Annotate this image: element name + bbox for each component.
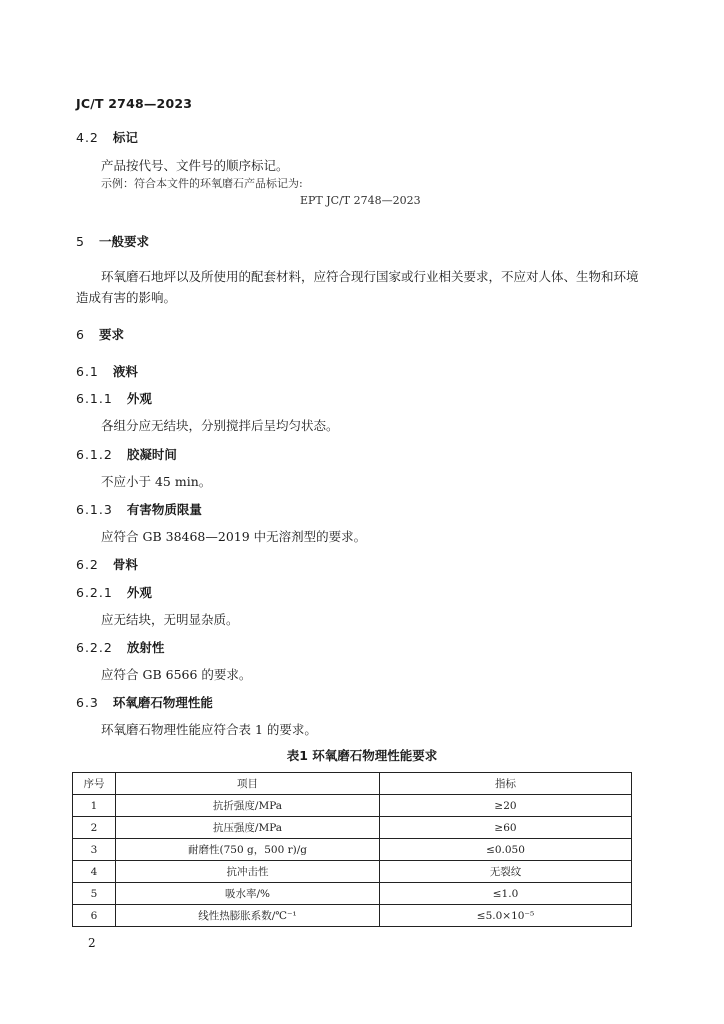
table-row xyxy=(73,795,632,817)
cell-item: 线性热膨胀系数/℃⁻¹ xyxy=(116,905,380,927)
cell-index: 6 xyxy=(73,905,116,927)
section-6-heading xyxy=(76,325,124,343)
section-6-1-2-heading xyxy=(76,445,177,463)
section-number: 6.2 xyxy=(76,557,99,572)
section-6-2-2-heading xyxy=(76,638,164,656)
section-6-1-1-heading xyxy=(76,389,152,407)
cell-requirement: ≥20 xyxy=(380,795,632,817)
section-6-2-1-heading xyxy=(76,583,152,601)
table-row xyxy=(73,905,632,927)
section-6-2-heading xyxy=(76,555,138,573)
cell-index: 5 xyxy=(73,883,116,905)
section-number: 6.1.3 xyxy=(76,502,113,517)
cell-requirement: 无裂纹 xyxy=(380,861,632,883)
cell-item: 抗压强度/MPa xyxy=(116,817,380,839)
section-number: 5 xyxy=(76,234,85,249)
section-title: 环氧磨石物理性能 xyxy=(112,695,213,710)
table-row xyxy=(73,883,632,905)
section-title: 胶凝时间 xyxy=(126,447,177,462)
table-row xyxy=(73,839,632,861)
example-mark: EPT JC/T 2748—2023 xyxy=(300,194,421,207)
table-row xyxy=(73,861,632,883)
section-number: 6.2.1 xyxy=(76,585,113,600)
section-number: 6.2.2 xyxy=(76,640,113,655)
section-title: 骨料 xyxy=(112,557,138,572)
header-cell-item: 项目 xyxy=(116,773,380,795)
cell-index: 2 xyxy=(73,817,116,839)
section-6-3-text: 环氧磨石物理性能应符合表 1 的要求。 xyxy=(101,722,317,737)
section-title: 液料 xyxy=(112,364,138,379)
section-title: 有害物质限量 xyxy=(126,502,202,517)
section-6-3-heading xyxy=(76,693,213,711)
section-title: 外观 xyxy=(126,585,152,600)
cell-item: 吸水率/% xyxy=(116,883,380,905)
table-header-row xyxy=(73,773,632,795)
header-cell-requirement: 指标 xyxy=(380,773,632,795)
section-6-1-1-text: 各组分应无结块，分别搅拌后呈均匀状态。 xyxy=(101,418,339,433)
section-4-2-heading xyxy=(76,128,138,146)
cell-item: 耐磨性(750 g，500 r)/g xyxy=(116,839,380,861)
cell-requirement: ≤1.0 xyxy=(380,883,632,905)
table-caption: 表1 环氧磨石物理性能要求 xyxy=(286,748,438,763)
example-text: 示例：符合本文件的环氧磨石产品标记为: xyxy=(101,177,303,190)
page-number: 2 xyxy=(88,936,96,950)
standard-number: JC/T 2748—2023 xyxy=(76,96,193,111)
section-6-1-3-text: 应符合 GB 38468—2019 中无溶剂型的要求。 xyxy=(101,529,367,544)
section-5-heading xyxy=(76,232,149,250)
cell-requirement: ≤5.0×10⁻⁵ xyxy=(380,905,632,927)
cell-requirement: ≤0.050 xyxy=(380,839,632,861)
section-number: 6.1.2 xyxy=(76,447,113,462)
section-title: 外观 xyxy=(126,391,152,406)
header-cell-index: 序号 xyxy=(73,773,116,795)
section-number: 6.3 xyxy=(76,695,99,710)
section-4-2-text: 产品按代号、文件号的顺序标记。 xyxy=(101,158,289,173)
section-6-2-2-text: 应符合 GB 6566 的要求。 xyxy=(101,667,252,682)
cell-item: 抗冲击性 xyxy=(116,861,380,883)
section-6-1-3-heading xyxy=(76,500,202,518)
section-6-1-heading xyxy=(76,362,138,380)
section-5-text-line2: 造成有害的影响。 xyxy=(76,290,177,305)
section-title: 要求 xyxy=(98,327,124,342)
cell-requirement: ≥60 xyxy=(380,817,632,839)
table-row xyxy=(73,817,632,839)
cell-index: 3 xyxy=(73,839,116,861)
physical-properties-table xyxy=(72,772,632,927)
cell-index: 1 xyxy=(73,795,116,817)
section-number: 6 xyxy=(76,327,85,342)
section-title: 放射性 xyxy=(126,640,165,655)
section-title: 一般要求 xyxy=(98,234,149,249)
section-6-2-1-text: 应无结块，无明显杂质。 xyxy=(101,612,239,627)
cell-item: 抗折强度/MPa xyxy=(116,795,380,817)
cell-index: 4 xyxy=(73,861,116,883)
section-number: 6.1.1 xyxy=(76,391,113,406)
section-number: 4.2 xyxy=(76,130,99,145)
section-5-text-line1: 环氧磨石地坪以及所使用的配套材料，应符合现行国家或行业相关要求，不应对人体、生物和环境 xyxy=(101,269,639,284)
section-6-1-2-text: 不应小于 45 min。 xyxy=(101,474,212,489)
section-number: 6.1 xyxy=(76,364,99,379)
section-title: 标记 xyxy=(112,130,138,145)
